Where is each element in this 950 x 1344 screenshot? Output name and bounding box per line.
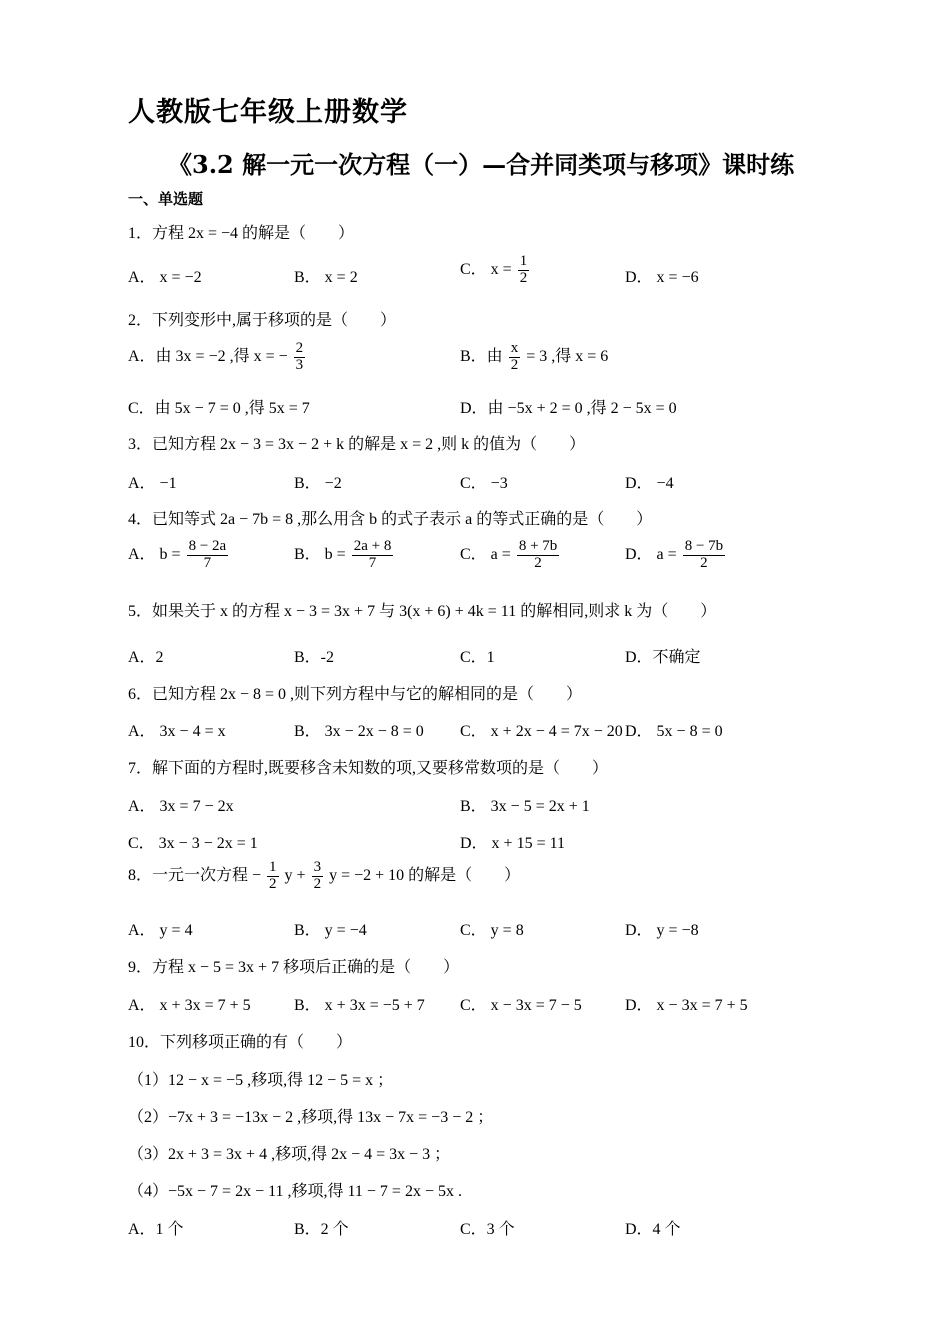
- q9-option-b: B． x + 3x = −5 + 7: [294, 997, 425, 1014]
- q7-option-c: C． 3x − 3 − 2x = 1: [128, 835, 258, 852]
- q8-fraction-2: [312, 860, 324, 893]
- q2-option-c: C．由 5x − 7 = 0 ,得 5x = 7: [128, 400, 310, 417]
- fraction-numerator: 2: [295, 340, 304, 356]
- fraction-denominator: 2: [313, 875, 322, 892]
- q3-option-b: B． −2: [294, 475, 342, 492]
- question-7: 7．解下面的方程时,既要移含未知数的项,又要移常数项的是（ ）: [128, 760, 609, 777]
- fraction-numerator: 3: [313, 859, 322, 875]
- q9-option-d: D． x − 3x = 7 + 5: [625, 997, 748, 1014]
- q9-option-a: A． x + 3x = 7 + 5: [128, 997, 251, 1014]
- question-8: [128, 860, 520, 893]
- q10-item-3: （3）2x + 3 = 3x + 4 ,移项,得 2x − 4 = 3x − 3 ；: [128, 1146, 451, 1163]
- fraction-denominator: 2: [510, 356, 519, 373]
- q10-option-d: D．4 个: [625, 1221, 681, 1238]
- q8-stem-part1: 8．一元一次方程 −: [128, 866, 262, 884]
- q2-option-b-fraction: [509, 341, 521, 374]
- q8-option-b: B． y = −4: [294, 922, 367, 939]
- question-1: 1．方程 2x = −4 的解是（ ）: [128, 225, 355, 242]
- q2-option-a-label: A．由 3x = −2 ,得 x = −: [128, 347, 288, 365]
- q2-option-b-label: B．由: [460, 347, 503, 365]
- q1-option-d: D． x = −6: [625, 269, 699, 286]
- q1-option-a: A． x = −2: [128, 269, 202, 286]
- q4-option-c: [460, 539, 561, 572]
- fraction-denominator: 2: [269, 875, 277, 892]
- q2-option-a-fraction: [294, 341, 306, 374]
- q4-option-a-label: A． b =: [128, 545, 181, 563]
- q8-option-a: A． y = 4: [128, 922, 193, 939]
- q10-option-b: B．2 个: [294, 1221, 349, 1238]
- question-9: 9．方程 x − 5 = 3x + 7 移项后正确的是（ ）: [128, 959, 460, 976]
- q8-option-c: C． y = 8: [460, 922, 524, 939]
- q2-option-b: [460, 341, 608, 374]
- q2-option-b-rest: = 3 ,得 x = 6: [526, 347, 609, 365]
- fraction-denominator: 2: [519, 269, 528, 286]
- q8-fraction-1: [267, 860, 279, 893]
- q4-option-d-label: D． a =: [625, 545, 677, 563]
- fraction-denominator: 7: [368, 554, 377, 571]
- q5-option-d: D．不确定: [625, 649, 701, 666]
- q6-option-c: C． x + 2x − 4 = 7x − 20: [460, 723, 623, 740]
- q8-stem-part2: y +: [284, 866, 306, 884]
- q9-option-c: C． x − 3x = 7 − 5: [460, 997, 582, 1014]
- fraction-denominator: 2: [700, 554, 708, 571]
- q2-option-d: D．由 −5x + 2 = 0 ,得 2 − 5x = 0: [460, 400, 677, 417]
- fraction-numerator: x: [510, 340, 519, 356]
- page-title: 人教版七年级上册数学: [128, 97, 408, 128]
- fraction-numerator: 8 − 2a: [188, 538, 227, 554]
- page-subtitle: 《3.2 解一元一次方程（一）—合并同类项与移项》课时练: [168, 150, 795, 179]
- q1-option-c-label: C． x =: [460, 260, 512, 278]
- question-4: 4．已知等式 2a − 7b = 8 ,那么用含 b 的式子表示 a 的等式正确的是（ ）: [128, 511, 653, 528]
- q4-option-d: [625, 539, 727, 572]
- fraction-numerator: 8 − 7b: [684, 538, 724, 554]
- q6-option-a: A． 3x − 4 = x: [128, 723, 226, 740]
- fraction-numerator: 1: [519, 253, 528, 269]
- q10-option-a: A．1 个: [128, 1221, 184, 1238]
- q4-option-b-fraction: [352, 539, 394, 572]
- question-3: 3．已知方程 2x − 3 = 3x − 2 + k 的解是 x = 2 ,则 k 的值为（ ）: [128, 436, 586, 453]
- question-10: 10．下列移项正确的有（ ）: [128, 1034, 353, 1051]
- fraction-numerator: 8 + 7b: [518, 538, 558, 554]
- q4-option-c-label: C． a =: [460, 545, 511, 563]
- q5-option-c: C．1: [460, 649, 495, 666]
- q10-item-4: （4）−5x − 7 = 2x − 11 ,移项,得 11 − 7 = 2x − 5x .: [128, 1183, 462, 1200]
- q7-option-b: B． 3x − 5 = 2x + 1: [460, 798, 590, 815]
- q6-option-d: D． 5x − 8 = 0: [625, 723, 723, 740]
- q2-option-a: [128, 341, 307, 374]
- question-5: 5．如果关于 x 的方程 x − 3 = 3x + 7 与 3(x + 6) + 4k = 11 的解相同,则求 k 为（ ）: [128, 603, 717, 620]
- q1-option-c-fraction: [518, 254, 530, 287]
- fraction-denominator: 7: [203, 554, 212, 571]
- fraction-denominator: 3: [295, 356, 304, 373]
- question-2: 2．下列变形中,属于移项的是（ ）: [128, 312, 397, 329]
- section-heading: 一、单选题: [128, 190, 204, 208]
- fraction-numerator: 1: [269, 859, 277, 875]
- q4-option-b-label: B． b =: [294, 545, 346, 563]
- q5-option-a: A．2: [128, 649, 164, 666]
- q4-option-d-fraction: [683, 539, 725, 572]
- q4-option-a: [128, 539, 230, 572]
- q10-item-1: （1）12 − x = −5 ,移项,得 12 − 5 = x ；: [128, 1072, 394, 1089]
- fraction-numerator: 2a + 8: [353, 538, 392, 554]
- q5-option-b: B．-2: [294, 649, 335, 666]
- q4-option-c-fraction: [517, 539, 559, 572]
- q7-option-a: A． 3x = 7 − 2x: [128, 798, 234, 815]
- fraction-denominator: 2: [534, 554, 542, 571]
- q8-option-d: D． y = −8: [625, 922, 699, 939]
- q1-option-b: B． x = 2: [294, 269, 358, 286]
- q4-option-b: [294, 539, 395, 572]
- q3-option-a: A． −1: [128, 475, 177, 492]
- q1-option-c: [460, 254, 531, 287]
- q7-option-d: D． x + 15 = 11: [460, 835, 566, 852]
- q8-stem-part3: y = −2 + 10 的解是（ ）: [329, 866, 521, 884]
- q4-option-a-fraction: [187, 539, 229, 572]
- q3-option-c: C． −3: [460, 475, 508, 492]
- question-6: 6．已知方程 2x − 8 = 0 ,则下列方程中与它的解相同的是（ ）: [128, 686, 583, 703]
- q10-option-c: C．3 个: [460, 1221, 515, 1238]
- q6-option-b: B． 3x − 2x − 8 = 0: [294, 723, 424, 740]
- q3-option-d: D． −4: [625, 475, 674, 492]
- q10-item-2: （2）−7x + 3 = −13x − 2 ,移项,得 13x − 7x = −3 − 2 ；: [128, 1109, 494, 1126]
